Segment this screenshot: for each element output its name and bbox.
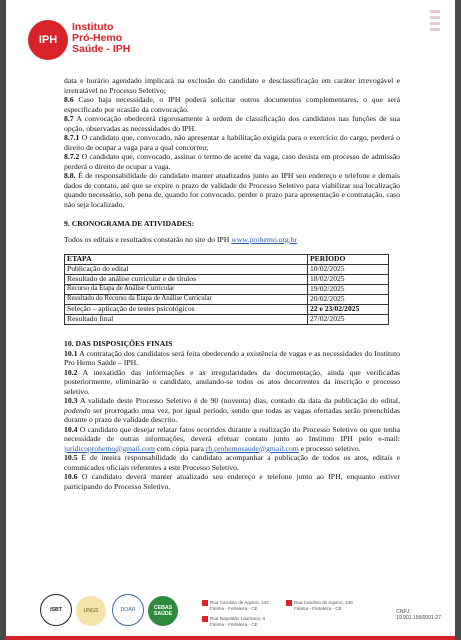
cebas-seal-icon: CEBAS SAÚDE [148, 596, 178, 626]
section-9-title: 9. CRONOGRAMA DE ATIVIDADES: [64, 219, 195, 228]
cell-periodo: 27/02/2025 [308, 315, 389, 325]
logo-text [72, 22, 130, 55]
doar-seal-icon: DOAR [112, 594, 144, 626]
paragraph: 8.8. É de responsabilidade do candidato manter atualizados junto ao IPH seu endereço e telefone e demais dados de contato, até que se expire o prazo de validade do Processo Seletivo para viabilizar sua localização quando necessário, sob pena de, quando for convocado, perder o prazo para apresentação e contratação, caso não seja localizado. [64, 171, 400, 209]
paragraph: 10.6 O candidato deverá manter atualizado seu endereço e telefone junto ao IPH, enquanto estiver participando do Processo Seletivo. [64, 472, 400, 491]
address-3: Rua Carolina de Aquino, 140 Fátima - Fortaleza - CE [286, 600, 353, 612]
table-row [65, 295, 389, 305]
paragraph: 8.7.1 O candidato que, convocado, não apresentar a habilitação exigida para o exercício do cargo, perderá o direito de ocupar a vaga para a qual concorreu; [64, 133, 400, 152]
cell-etapa: Publicação do edital [65, 265, 308, 275]
table-row [65, 315, 389, 325]
document-page [6, 0, 455, 640]
iph-logo-icon [28, 20, 68, 60]
isbt-seal-icon: ISBT [40, 594, 72, 626]
footer-bar [6, 636, 455, 640]
cell-periodo: 22 e 23/02/2025 [308, 305, 389, 315]
paragraph: 8.7 A convocação obedecerá rigorosamente à ordem de classificação dos candidatos nas funções de sua opção, observadas as necessidades do IPH. [64, 114, 400, 133]
logo-line1: Instituto [72, 21, 114, 33]
cell-periodo: 19/02/2025 [308, 285, 389, 295]
paragraph: 10.3 A validade deste Processo Seletivo é de 90 (noventa) dias, contado da data da publicação do edital, podendo ser prorrogado uma vez, por igual período, sendo que todas as vagas ofertadas serão preenchidas durante o prazo de validade descrito. [64, 396, 400, 424]
cell-periodo: 20/02/2025 [308, 295, 389, 305]
paragraph: 10.5 É de inteira responsabilidade do candidato acompanhar a publicação de todos os atos, editais e comunicados oficiais referentes a este Processo Seletivo. [64, 453, 400, 472]
paragraph: 10.2 A inexatidão das informações e as irregularidades da documentação, ainda que verificadas posteriormente, eliminarão o candidato, anulando-se todos os atos decorrentes da inscrição e processo seletivo. [64, 367, 400, 396]
table-header-row [65, 255, 389, 265]
decorative-stripes [430, 10, 442, 42]
site-link[interactable]: www.prohemo.org.br [231, 234, 298, 244]
logo-mark: IPH [38, 34, 58, 46]
cell-etapa: Resultado de análise curricular e de títulos [65, 275, 308, 285]
cell-etapa: Seleção – aplicação de testes psicológicos [65, 305, 308, 315]
document-body [64, 76, 400, 491]
logo-line2: Pró-Hemo [72, 32, 123, 44]
address-2: Rua Napoleão Laureano, 6 Fátima - Fortaleza - CE [202, 616, 265, 628]
table-row [65, 275, 389, 285]
header-periodo: PERÍODO [308, 255, 389, 265]
logo-line3: Saúde - IPH [72, 43, 131, 55]
paragraph: data e horário agendado implicará na exclusão do candidato e desclassificação em caráter irrevogável e irretratável no Processo Seletivo; [64, 76, 400, 95]
cell-periodo: 18/02/2025 [308, 275, 389, 285]
paragraph: 10.4 O candidato que desejar relatar fatos ocorridos durante a realização do Processo Seletivo ou que tenha necessidade de outras informações, deverá efetuar contato junto ao Instituto IPH pelo e-mail: juridicoprohemo@gmail.com com cópia para rh.prohemosaude@gmail.com e processo seletivo. [64, 424, 400, 453]
table-row [65, 285, 389, 295]
cell-etapa: Resultado final [65, 315, 308, 325]
ungs-seal-icon: UNGS [76, 596, 106, 626]
email-juridico-link[interactable]: juridicoprohemo@gmail.com [64, 443, 155, 453]
table-row [65, 305, 389, 315]
address-1: Rua Carolina de Aquino, 143 Fátima - Fortaleza - CE [202, 600, 269, 612]
section-10-title: 10. DAS DISPOSIÇÕES FINAIS [64, 339, 173, 348]
section-9-text: Todos os editais e resultados constarão no site do IPH www.prohemo.org.br [64, 234, 298, 244]
table-row [65, 265, 389, 275]
cell-etapa: Recurso da Etapa de Análise Curricular [65, 285, 308, 295]
schedule-table [64, 254, 389, 325]
footer [6, 584, 455, 640]
cell-periodo: 10/02/2025 [308, 265, 389, 275]
header-etapa: ETAPA [65, 255, 308, 265]
paragraph: 8.7.2 O candidato que, convocado, assinar o termo de aceite da vaga, caso desista em processo de admissão perderá o direito de ocupar a vaga. [64, 152, 400, 171]
header-logo [28, 18, 168, 66]
email-rh-link[interactable]: rh.prohemosaude@gmail.com [205, 443, 299, 453]
cell-etapa: Resultado do Recurso da Etapa de Análise Curricular [65, 295, 308, 305]
paragraph: 10.1 A contratação dos candidatos será feita obedecendo a existência de vagas e as necessidades do Instituto Pro Hemo Saúde – IPH. [64, 348, 400, 367]
paragraph: 8.6 Caso haja necessidade, o IPH poderá solicitar outros documentos complementares, o que será especificado por ocasião da convocação. [64, 95, 400, 114]
cnpj: CNPJ: 19.901.155/0001-27 [396, 609, 441, 621]
